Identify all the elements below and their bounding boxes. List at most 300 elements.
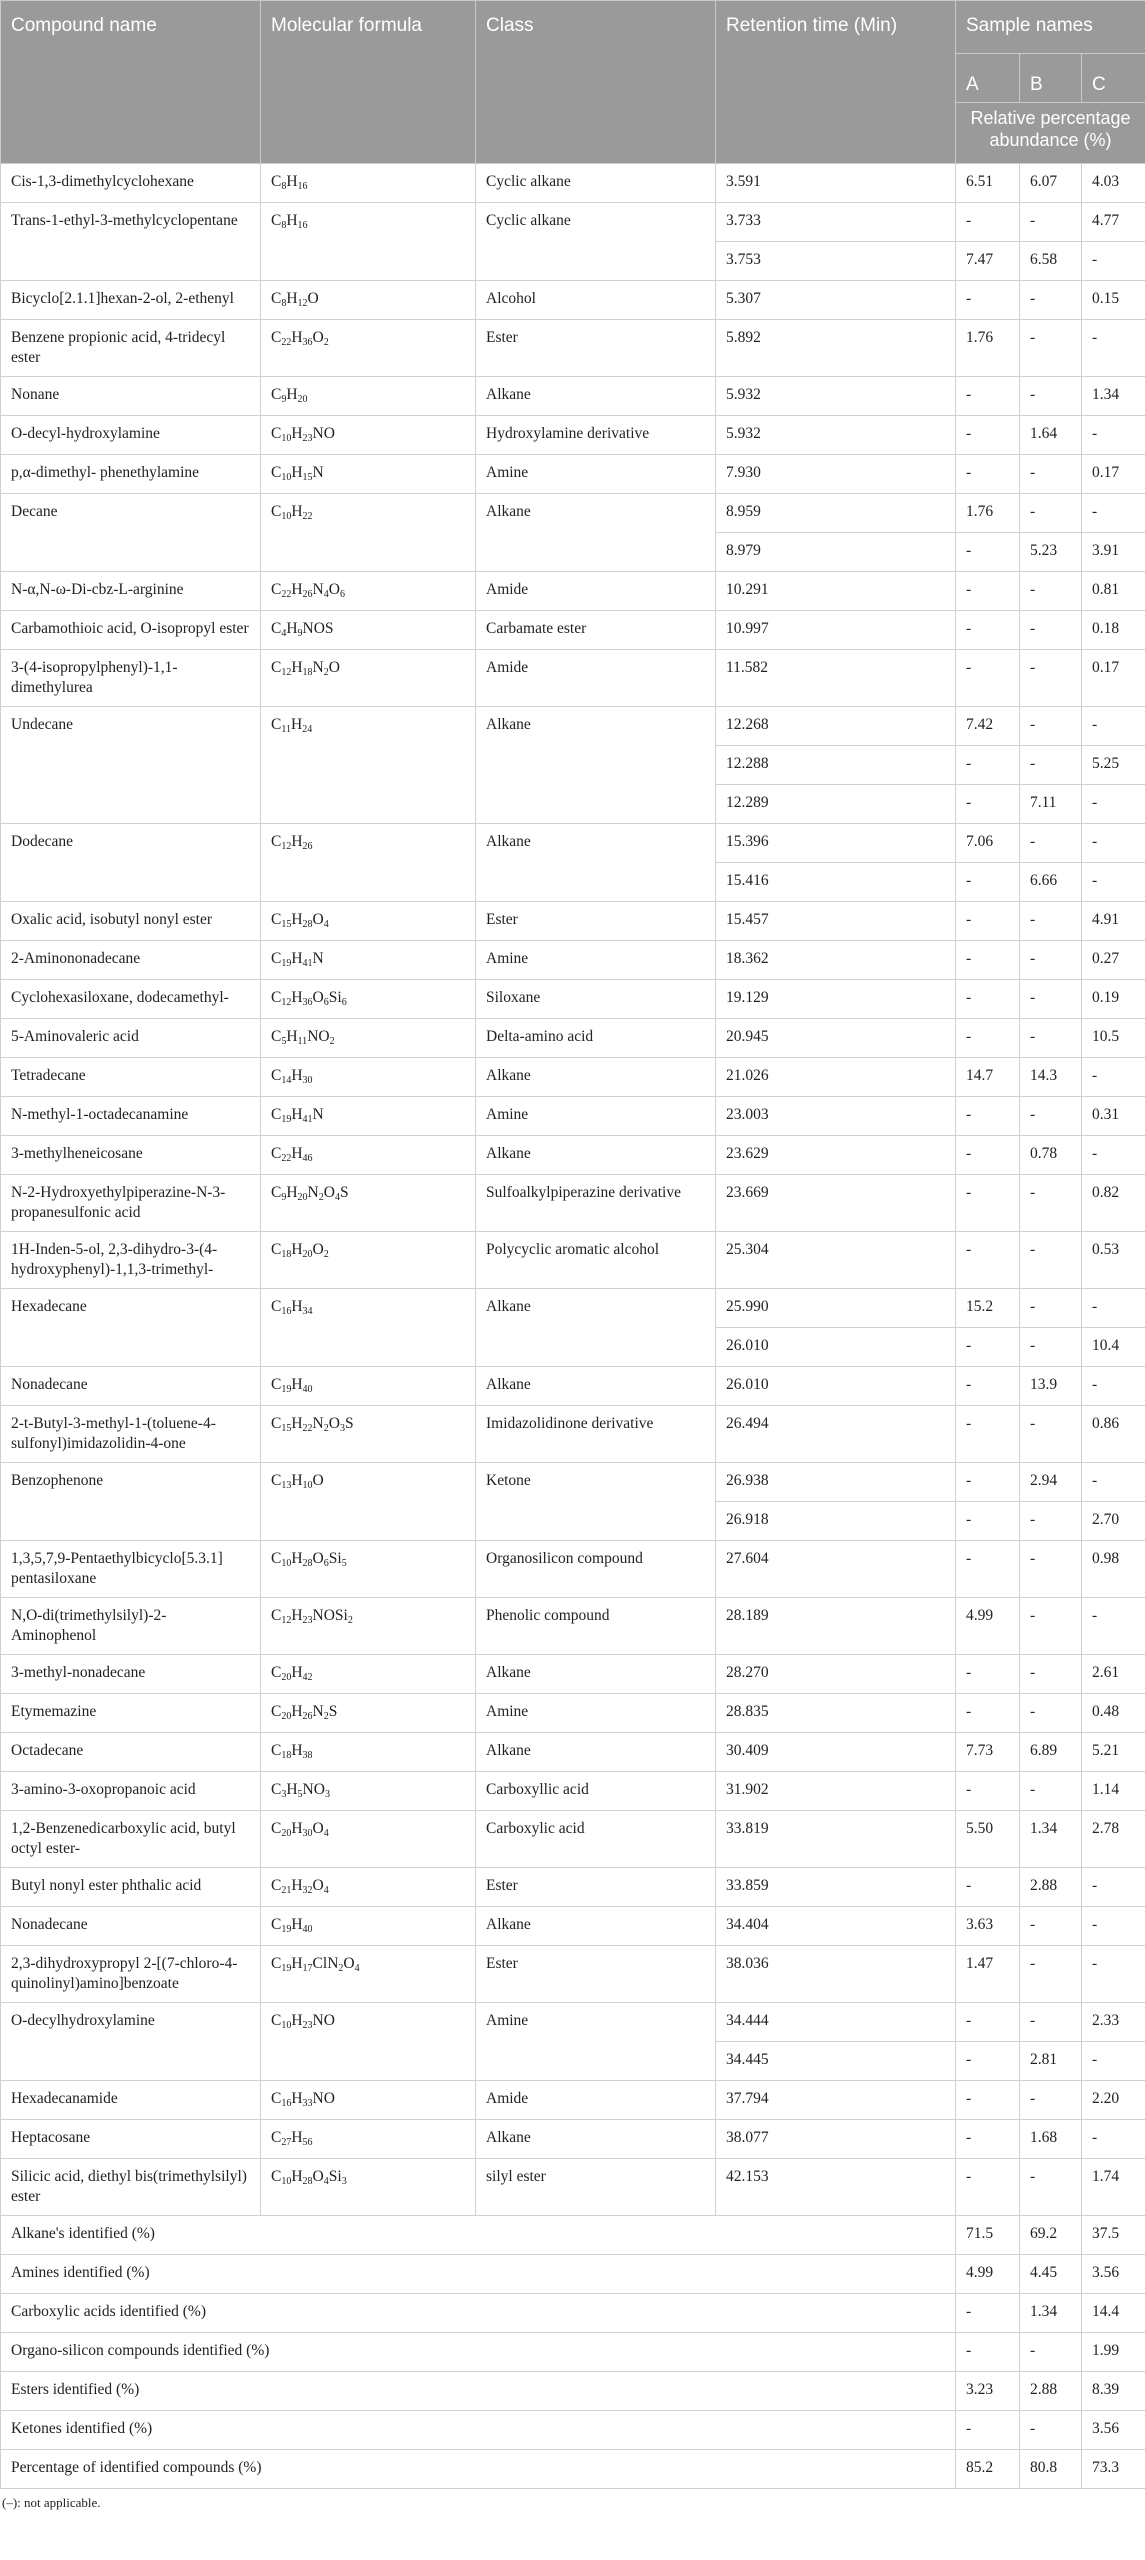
compound-name-cell: O-decyl-hydroxylamine bbox=[1, 416, 261, 455]
abundance-c-cell: 1.14 bbox=[1082, 1772, 1145, 1811]
abundance-c-cell: 0.98 bbox=[1082, 1541, 1145, 1598]
molecular-formula-cell: $C_8H_{12}O$ bbox=[261, 281, 476, 320]
class-cell: Amine bbox=[476, 941, 716, 980]
compound-name-cell: 3-amino-3-oxopropanoic acid bbox=[1, 1772, 261, 1811]
abundance-c-cell: - bbox=[1082, 1289, 1145, 1328]
compound-name-cell: Benzophenone bbox=[1, 1463, 261, 1541]
molecular-formula-cell: $C_{22}H_{26}N_4O_6$ bbox=[261, 572, 476, 611]
compound-name-cell: Undecane bbox=[1, 707, 261, 824]
abundance-b-cell: - bbox=[1020, 281, 1082, 320]
retention-time-cell: 18.362 bbox=[716, 941, 956, 980]
summary-a-cell: - bbox=[956, 2294, 1020, 2333]
abundance-c-cell: 2.78 bbox=[1082, 1811, 1145, 1868]
abundance-a-cell: - bbox=[956, 2081, 1020, 2120]
molecular-formula-cell: $C_{10}H_{28}O_6Si_5$ bbox=[261, 1541, 476, 1598]
table-row bbox=[1, 2120, 1145, 2159]
class-cell: Alkane bbox=[476, 1655, 716, 1694]
table-row bbox=[1, 455, 1145, 494]
abundance-a-cell: - bbox=[956, 1136, 1020, 1175]
abundance-b-cell: - bbox=[1020, 824, 1082, 863]
header-relative-abundance: Relative percentage abundance (%) bbox=[956, 103, 1145, 164]
class-cell: Alkane bbox=[476, 1289, 716, 1367]
summary-b-cell: - bbox=[1020, 2333, 1082, 2372]
retention-time-cell: 38.077 bbox=[716, 2120, 956, 2159]
abundance-b-cell: - bbox=[1020, 650, 1082, 707]
class-cell: Cyclic alkane bbox=[476, 203, 716, 281]
abundance-c-cell: 0.27 bbox=[1082, 941, 1145, 980]
abundance-a-cell: - bbox=[956, 2159, 1020, 2216]
molecular-formula-cell: $C_5H_{11}NO_2$ bbox=[261, 1019, 476, 1058]
class-cell: silyl ester bbox=[476, 2159, 716, 2216]
abundance-c-cell: - bbox=[1082, 242, 1145, 281]
abundance-b-cell: 1.68 bbox=[1020, 2120, 1082, 2159]
abundance-a-cell: - bbox=[956, 785, 1020, 824]
retention-time-cell: 11.582 bbox=[716, 650, 956, 707]
abundance-b-cell: - bbox=[1020, 746, 1082, 785]
abundance-b-cell: 0.78 bbox=[1020, 1136, 1082, 1175]
table-row bbox=[1, 164, 1145, 203]
molecular-formula-cell: $C_{12}H_{26}$ bbox=[261, 824, 476, 902]
table-row bbox=[1, 203, 1145, 242]
abundance-a-cell: - bbox=[956, 1541, 1020, 1598]
summary-row bbox=[1, 2372, 1145, 2411]
abundance-c-cell: 0.17 bbox=[1082, 455, 1145, 494]
table-row bbox=[1, 2003, 1145, 2042]
abundance-b-cell: - bbox=[1020, 203, 1082, 242]
abundance-b-cell: - bbox=[1020, 1598, 1082, 1655]
abundance-c-cell: - bbox=[1082, 707, 1145, 746]
class-cell: Carbamate ester bbox=[476, 611, 716, 650]
abundance-a-cell: 1.47 bbox=[956, 1946, 1020, 2003]
table-row bbox=[1, 1772, 1145, 1811]
compound-name-cell: O-decylhydroxylamine bbox=[1, 2003, 261, 2081]
abundance-b-cell: - bbox=[1020, 455, 1082, 494]
summary-c-cell: 3.56 bbox=[1082, 2411, 1145, 2450]
table-row bbox=[1, 572, 1145, 611]
abundance-c-cell: 10.5 bbox=[1082, 1019, 1145, 1058]
abundance-b-cell: 13.9 bbox=[1020, 1367, 1082, 1406]
table-row bbox=[1, 1019, 1145, 1058]
abundance-a-cell: - bbox=[956, 1328, 1020, 1367]
table-row bbox=[1, 611, 1145, 650]
molecular-formula-cell: $C_{27}H_{56}$ bbox=[261, 2120, 476, 2159]
compound-name-cell: p,α-dimethyl- phenethylamine bbox=[1, 455, 261, 494]
abundance-b-cell: 5.23 bbox=[1020, 533, 1082, 572]
abundance-c-cell: 1.34 bbox=[1082, 377, 1145, 416]
header-sample-names: Sample names bbox=[956, 1, 1145, 54]
abundance-a-cell: - bbox=[956, 1232, 1020, 1289]
table-row bbox=[1, 1367, 1145, 1406]
compound-name-cell: Octadecane bbox=[1, 1733, 261, 1772]
retention-time-cell: 5.932 bbox=[716, 416, 956, 455]
abundance-c-cell: - bbox=[1082, 863, 1145, 902]
compound-name-cell: Benzene propionic acid, 4-tridecyl ester bbox=[1, 320, 261, 377]
abundance-a-cell: - bbox=[956, 746, 1020, 785]
table-row bbox=[1, 281, 1145, 320]
class-cell: Sulfoalkylpiperazine derivative bbox=[476, 1175, 716, 1232]
header-sample-c: C bbox=[1082, 54, 1145, 103]
abundance-b-cell: - bbox=[1020, 2003, 1082, 2042]
class-cell: Alkane bbox=[476, 2120, 716, 2159]
abundance-b-cell: - bbox=[1020, 902, 1082, 941]
abundance-b-cell: 2.88 bbox=[1020, 1868, 1082, 1907]
retention-time-cell: 23.003 bbox=[716, 1097, 956, 1136]
abundance-b-cell: - bbox=[1020, 1907, 1082, 1946]
compound-name-cell: 2-Aminononadecane bbox=[1, 941, 261, 980]
table-row bbox=[1, 1694, 1145, 1733]
compound-name-cell: Nonadecane bbox=[1, 1907, 261, 1946]
header-sample-b: B bbox=[1020, 54, 1082, 103]
abundance-b-cell: - bbox=[1020, 1946, 1082, 2003]
summary-a-cell: - bbox=[956, 2411, 1020, 2450]
header-sample-a: A bbox=[956, 54, 1020, 103]
retention-time-cell: 8.959 bbox=[716, 494, 956, 533]
abundance-c-cell: 4.03 bbox=[1082, 164, 1145, 203]
abundance-a-cell: 6.51 bbox=[956, 164, 1020, 203]
table-footnote: (–): not applicable. bbox=[2, 2495, 101, 2510]
abundance-c-cell: 0.19 bbox=[1082, 980, 1145, 1019]
abundance-a-cell: 4.99 bbox=[956, 1598, 1020, 1655]
retention-time-cell: 15.396 bbox=[716, 824, 956, 863]
abundance-a-cell: - bbox=[956, 416, 1020, 455]
abundance-a-cell: - bbox=[956, 1097, 1020, 1136]
table-row bbox=[1, 2081, 1145, 2120]
abundance-b-cell: - bbox=[1020, 494, 1082, 533]
table-row bbox=[1, 1811, 1145, 1868]
class-cell: Ketone bbox=[476, 1463, 716, 1541]
class-cell: Amine bbox=[476, 2003, 716, 2081]
table-row bbox=[1, 1733, 1145, 1772]
retention-time-cell: 28.189 bbox=[716, 1598, 956, 1655]
header-compound-name: Compound name bbox=[1, 1, 261, 164]
summary-label: Amines identified (%) bbox=[1, 2255, 956, 2294]
molecular-formula-cell: $C_{20}H_{26}N_2S$ bbox=[261, 1694, 476, 1733]
abundance-a-cell: 3.63 bbox=[956, 1907, 1020, 1946]
class-cell: Ester bbox=[476, 902, 716, 941]
table-row bbox=[1, 902, 1145, 941]
abundance-b-cell: 1.34 bbox=[1020, 1811, 1082, 1868]
retention-time-cell: 15.416 bbox=[716, 863, 956, 902]
summary-b-cell: 69.2 bbox=[1020, 2216, 1082, 2255]
molecular-formula-cell: $C_9H_{20}N_2O_4S$ bbox=[261, 1175, 476, 1232]
abundance-b-cell: - bbox=[1020, 1694, 1082, 1733]
summary-a-cell: 71.5 bbox=[956, 2216, 1020, 2255]
molecular-formula-cell: $C_{10}H_{23}NO$ bbox=[261, 2003, 476, 2081]
molecular-formula-cell: $C_{12}H_{23}NOSi_2$ bbox=[261, 1598, 476, 1655]
abundance-b-cell: - bbox=[1020, 1019, 1082, 1058]
table-body bbox=[1, 164, 1145, 2489]
compound-name-cell: 2-t-Butyl-3-methyl-1-(toluene-4-sulfonyl)imidazolidin-4-one bbox=[1, 1406, 261, 1463]
table-row bbox=[1, 1232, 1145, 1289]
molecular-formula-cell: $C_4H_9NOS$ bbox=[261, 611, 476, 650]
molecular-formula-cell: $C_{15}H_{28}O_4$ bbox=[261, 902, 476, 941]
table-row bbox=[1, 1136, 1145, 1175]
molecular-formula-cell: $C_{10}H_{28}O_4Si_3$ bbox=[261, 2159, 476, 2216]
compound-name-cell: 1,3,5,7,9-Pentaethylbicyclo[5.3.1] pentasiloxane bbox=[1, 1541, 261, 1598]
retention-time-cell: 5.932 bbox=[716, 377, 956, 416]
retention-time-cell: 5.892 bbox=[716, 320, 956, 377]
summary-c-cell: 73.3 bbox=[1082, 2450, 1145, 2489]
summary-a-cell: 3.23 bbox=[956, 2372, 1020, 2411]
abundance-b-cell: - bbox=[1020, 1232, 1082, 1289]
abundance-b-cell: - bbox=[1020, 941, 1082, 980]
molecular-formula-cell: $C_8H_{16}$ bbox=[261, 203, 476, 281]
class-cell: Ester bbox=[476, 1868, 716, 1907]
class-cell: Alcohol bbox=[476, 281, 716, 320]
abundance-c-cell: - bbox=[1082, 494, 1145, 533]
abundance-c-cell: - bbox=[1082, 1907, 1145, 1946]
table-row bbox=[1, 1058, 1145, 1097]
compound-name-cell: N-α,N-ω-Di-cbz-L-arginine bbox=[1, 572, 261, 611]
abundance-c-cell: 4.91 bbox=[1082, 902, 1145, 941]
abundance-b-cell: - bbox=[1020, 2159, 1082, 2216]
abundance-b-cell: - bbox=[1020, 611, 1082, 650]
abundance-c-cell: - bbox=[1082, 1367, 1145, 1406]
retention-time-cell: 42.153 bbox=[716, 2159, 956, 2216]
class-cell: Carboxyllic acid bbox=[476, 1772, 716, 1811]
abundance-a-cell: - bbox=[956, 533, 1020, 572]
molecular-formula-cell: $C_8H_{16}$ bbox=[261, 164, 476, 203]
abundance-c-cell: 4.77 bbox=[1082, 203, 1145, 242]
compound-name-cell: Oxalic acid, isobutyl nonyl ester bbox=[1, 902, 261, 941]
compound-name-cell: Trans-1-ethyl-3-methylcyclopentane bbox=[1, 203, 261, 281]
abundance-a-cell: - bbox=[956, 1175, 1020, 1232]
molecular-formula-cell: $C_{20}H_{30}O_4$ bbox=[261, 1811, 476, 1868]
summary-b-cell: 80.8 bbox=[1020, 2450, 1082, 2489]
abundance-c-cell: - bbox=[1082, 1058, 1145, 1097]
retention-time-cell: 10.291 bbox=[716, 572, 956, 611]
molecular-formula-cell: $C_{21}H_{32}O_4$ bbox=[261, 1868, 476, 1907]
abundance-a-cell: - bbox=[956, 1655, 1020, 1694]
summary-label: Alkane's identified (%) bbox=[1, 2216, 956, 2255]
summary-b-cell: - bbox=[1020, 2411, 1082, 2450]
retention-time-cell: 25.990 bbox=[716, 1289, 956, 1328]
retention-time-cell: 12.289 bbox=[716, 785, 956, 824]
abundance-c-cell: 0.15 bbox=[1082, 281, 1145, 320]
abundance-c-cell: 0.18 bbox=[1082, 611, 1145, 650]
table-row bbox=[1, 1289, 1145, 1328]
molecular-formula-cell: $C_{19}H_{41}N$ bbox=[261, 941, 476, 980]
retention-time-cell: 20.945 bbox=[716, 1019, 956, 1058]
abundance-a-cell: 7.42 bbox=[956, 707, 1020, 746]
table-row bbox=[1, 650, 1145, 707]
abundance-a-cell: - bbox=[956, 2003, 1020, 2042]
summary-label: Organo-silicon compounds identified (%) bbox=[1, 2333, 956, 2372]
abundance-b-cell: 1.64 bbox=[1020, 416, 1082, 455]
table-row bbox=[1, 824, 1145, 863]
summary-a-cell: - bbox=[956, 2333, 1020, 2372]
molecular-formula-cell: $C_9H_{20}$ bbox=[261, 377, 476, 416]
header-molecular-formula: Molecular formula bbox=[261, 1, 476, 164]
abundance-a-cell: - bbox=[956, 863, 1020, 902]
class-cell: Alkane bbox=[476, 1367, 716, 1406]
table-row bbox=[1, 377, 1145, 416]
table-row bbox=[1, 1598, 1145, 1655]
summary-a-cell: 85.2 bbox=[956, 2450, 1020, 2489]
abundance-a-cell: - bbox=[956, 203, 1020, 242]
abundance-b-cell: - bbox=[1020, 1655, 1082, 1694]
summary-c-cell: 3.56 bbox=[1082, 2255, 1145, 2294]
compound-name-cell: 5-Aminovaleric acid bbox=[1, 1019, 261, 1058]
abundance-a-cell: - bbox=[956, 980, 1020, 1019]
summary-c-cell: 8.39 bbox=[1082, 2372, 1145, 2411]
class-cell: Alkane bbox=[476, 1907, 716, 1946]
summary-c-cell: 37.5 bbox=[1082, 2216, 1145, 2255]
class-cell: Polycyclic aromatic alcohol bbox=[476, 1232, 716, 1289]
class-cell: Ester bbox=[476, 320, 716, 377]
abundance-b-cell: - bbox=[1020, 1175, 1082, 1232]
molecular-formula-cell: $C_{22}H_{36}O_2$ bbox=[261, 320, 476, 377]
retention-time-cell: 21.026 bbox=[716, 1058, 956, 1097]
abundance-c-cell: 2.61 bbox=[1082, 1655, 1145, 1694]
table-row bbox=[1, 494, 1145, 533]
abundance-c-cell: - bbox=[1082, 1598, 1145, 1655]
compound-name-cell: Hexadecanamide bbox=[1, 2081, 261, 2120]
retention-time-cell: 26.494 bbox=[716, 1406, 956, 1463]
abundance-b-cell: - bbox=[1020, 1406, 1082, 1463]
abundance-c-cell: 0.86 bbox=[1082, 1406, 1145, 1463]
abundance-b-cell: - bbox=[1020, 572, 1082, 611]
retention-time-cell: 28.835 bbox=[716, 1694, 956, 1733]
retention-time-cell: 34.445 bbox=[716, 2042, 956, 2081]
molecular-formula-cell: $C_{15}H_{22}N_2O_3S$ bbox=[261, 1406, 476, 1463]
abundance-a-cell: - bbox=[956, 1694, 1020, 1733]
summary-row bbox=[1, 2294, 1145, 2333]
summary-b-cell: 2.88 bbox=[1020, 2372, 1082, 2411]
retention-time-cell: 30.409 bbox=[716, 1733, 956, 1772]
retention-time-cell: 26.918 bbox=[716, 1502, 956, 1541]
abundance-a-cell: - bbox=[956, 902, 1020, 941]
class-cell: Delta-amino acid bbox=[476, 1019, 716, 1058]
table-row bbox=[1, 1406, 1145, 1463]
abundance-b-cell: - bbox=[1020, 320, 1082, 377]
retention-time-cell: 19.129 bbox=[716, 980, 956, 1019]
class-cell: Ester bbox=[476, 1946, 716, 2003]
header-class: Class bbox=[476, 1, 716, 164]
table-row bbox=[1, 1463, 1145, 1502]
compound-name-cell: 1H-Inden-5-ol, 2,3-dihydro-3-(4-hydroxyphenyl)-1,1,3-trimethyl- bbox=[1, 1232, 261, 1289]
class-cell: Organosilicon compound bbox=[476, 1541, 716, 1598]
molecular-formula-cell: $C_{18}H_{20}O_2$ bbox=[261, 1232, 476, 1289]
abundance-c-cell: 0.81 bbox=[1082, 572, 1145, 611]
abundance-c-cell: - bbox=[1082, 320, 1145, 377]
compound-name-cell: Etymemazine bbox=[1, 1694, 261, 1733]
molecular-formula-cell: $C_{19}H_{41}N$ bbox=[261, 1097, 476, 1136]
retention-time-cell: 33.859 bbox=[716, 1868, 956, 1907]
molecular-formula-cell: $C_{19}H_{40}$ bbox=[261, 1907, 476, 1946]
abundance-b-cell: 6.89 bbox=[1020, 1733, 1082, 1772]
abundance-b-cell: - bbox=[1020, 1097, 1082, 1136]
retention-time-cell: 12.288 bbox=[716, 746, 956, 785]
abundance-b-cell: 2.94 bbox=[1020, 1463, 1082, 1502]
class-cell: Amide bbox=[476, 2081, 716, 2120]
retention-time-cell: 15.457 bbox=[716, 902, 956, 941]
molecular-formula-cell: $C_{10}H_{15}N$ bbox=[261, 455, 476, 494]
class-cell: Alkane bbox=[476, 1733, 716, 1772]
class-cell: Phenolic compound bbox=[476, 1598, 716, 1655]
table-row bbox=[1, 941, 1145, 980]
abundance-c-cell: 3.91 bbox=[1082, 533, 1145, 572]
abundance-b-cell: 2.81 bbox=[1020, 2042, 1082, 2081]
compound-name-cell: Heptacosane bbox=[1, 2120, 261, 2159]
abundance-a-cell: 5.50 bbox=[956, 1811, 1020, 1868]
retention-time-cell: 3.591 bbox=[716, 164, 956, 203]
molecular-formula-cell: $C_{16}H_{34}$ bbox=[261, 1289, 476, 1367]
abundance-a-cell: 7.06 bbox=[956, 824, 1020, 863]
class-cell: Alkane bbox=[476, 707, 716, 824]
class-cell: Cyclic alkane bbox=[476, 164, 716, 203]
abundance-a-cell: - bbox=[956, 455, 1020, 494]
table-row bbox=[1, 980, 1145, 1019]
class-cell: Amine bbox=[476, 455, 716, 494]
abundance-a-cell: - bbox=[956, 650, 1020, 707]
table-row bbox=[1, 320, 1145, 377]
molecular-formula-cell: $C_{13}H_{10}O$ bbox=[261, 1463, 476, 1541]
abundance-c-cell: 0.31 bbox=[1082, 1097, 1145, 1136]
abundance-c-cell: 5.25 bbox=[1082, 746, 1145, 785]
summary-a-cell: 4.99 bbox=[956, 2255, 1020, 2294]
compound-name-cell: 1,2-Benzenedicarboxylic acid, butyl octyl ester- bbox=[1, 1811, 261, 1868]
abundance-a-cell: - bbox=[956, 1019, 1020, 1058]
abundance-a-cell: - bbox=[956, 377, 1020, 416]
retention-time-cell: 7.930 bbox=[716, 455, 956, 494]
compound-name-cell: Nonadecane bbox=[1, 1367, 261, 1406]
abundance-a-cell: 7.47 bbox=[956, 242, 1020, 281]
retention-time-cell: 34.444 bbox=[716, 2003, 956, 2042]
retention-time-cell: 26.010 bbox=[716, 1367, 956, 1406]
abundance-a-cell: 14.7 bbox=[956, 1058, 1020, 1097]
abundance-c-cell: - bbox=[1082, 824, 1145, 863]
table-row bbox=[1, 1175, 1145, 1232]
summary-label: Ketones identified (%) bbox=[1, 2411, 956, 2450]
table-row bbox=[1, 1655, 1145, 1694]
compound-name-cell: Tetradecane bbox=[1, 1058, 261, 1097]
abundance-b-cell: 14.3 bbox=[1020, 1058, 1082, 1097]
compound-name-cell: Cyclohexasiloxane, dodecamethyl- bbox=[1, 980, 261, 1019]
abundance-c-cell: 1.74 bbox=[1082, 2159, 1145, 2216]
class-cell: Alkane bbox=[476, 1136, 716, 1175]
class-cell: Amide bbox=[476, 650, 716, 707]
summary-row bbox=[1, 2216, 1145, 2255]
abundance-b-cell: - bbox=[1020, 980, 1082, 1019]
class-cell: Amide bbox=[476, 572, 716, 611]
abundance-a-cell: 7.73 bbox=[956, 1733, 1020, 1772]
molecular-formula-cell: $C_{14}H_{30}$ bbox=[261, 1058, 476, 1097]
compound-name-cell: N-2-Hydroxyethylpiperazine-N-3-propanesulfonic acid bbox=[1, 1175, 261, 1232]
class-cell: Amine bbox=[476, 1097, 716, 1136]
table-row bbox=[1, 1541, 1145, 1598]
abundance-a-cell: - bbox=[956, 2120, 1020, 2159]
table-row bbox=[1, 416, 1145, 455]
retention-time-cell: 8.979 bbox=[716, 533, 956, 572]
molecular-formula-cell: $C_{10}H_{22}$ bbox=[261, 494, 476, 572]
table-header bbox=[1, 1, 1145, 164]
table-row bbox=[1, 1097, 1145, 1136]
abundance-a-cell: - bbox=[956, 1406, 1020, 1463]
retention-time-cell: 26.010 bbox=[716, 1328, 956, 1367]
summary-label: Esters identified (%) bbox=[1, 2372, 956, 2411]
molecular-formula-cell: $C_{18}H_{38}$ bbox=[261, 1733, 476, 1772]
abundance-c-cell: 2.33 bbox=[1082, 2003, 1145, 2042]
molecular-formula-cell: $C_{10}H_{23}NO$ bbox=[261, 416, 476, 455]
compound-name-cell: 2,3-dihydroxypropyl 2-[(7-chloro-4-quinolinyl)amino]benzoate bbox=[1, 1946, 261, 2003]
abundance-c-cell: - bbox=[1082, 1946, 1145, 2003]
compound-name-cell: 3-methyl-nonadecane bbox=[1, 1655, 261, 1694]
summary-row bbox=[1, 2333, 1145, 2372]
abundance-a-cell: 1.76 bbox=[956, 320, 1020, 377]
compound-name-cell: Cis-1,3-dimethylcyclohexane bbox=[1, 164, 261, 203]
class-cell: Carboxylic acid bbox=[476, 1811, 716, 1868]
